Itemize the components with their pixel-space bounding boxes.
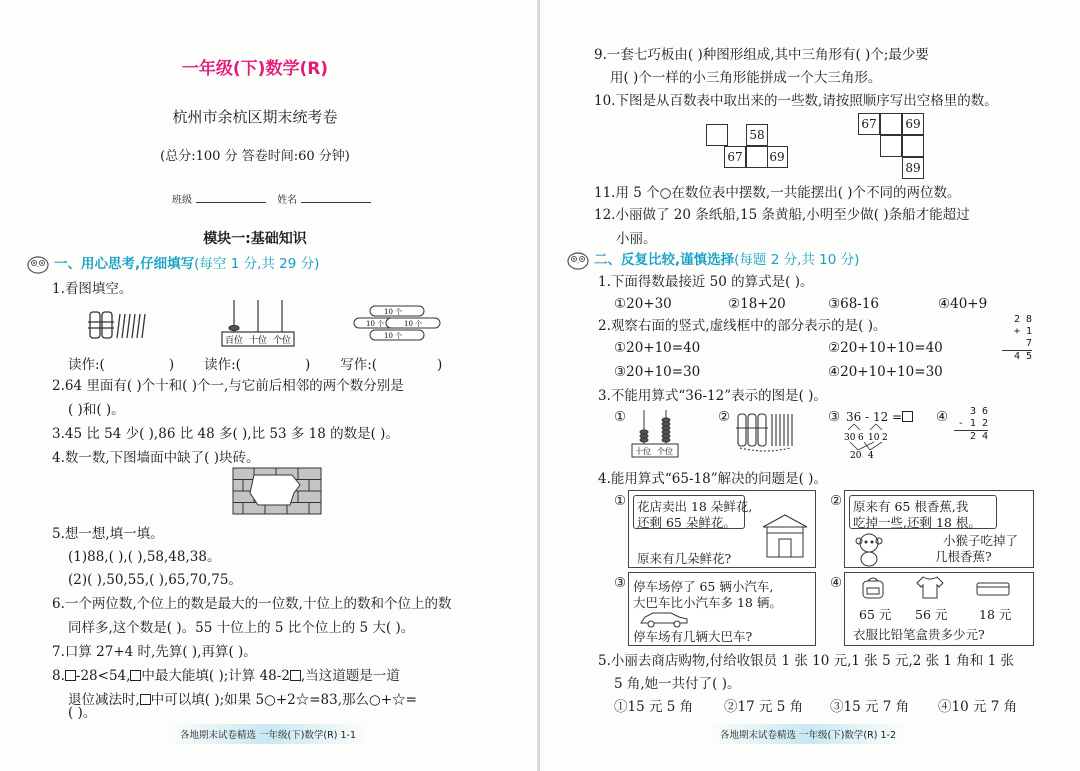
q1-text: 1.看图填空。 — [52, 281, 133, 297]
s2q4-mark-3[interactable]: ③ — [614, 575, 627, 591]
vertical-row-2: + 1 7 — [1002, 326, 1032, 351]
s2q4-mark-2[interactable]: ② — [830, 493, 843, 509]
s2q3-vert-row-2: - 1 2 — [954, 418, 988, 431]
q9-text-b: 用( )个一样的小三角形能拼成一个大三角形。 — [610, 70, 882, 86]
q12-text-a: 12.小丽做了 20 条纸船,15 条黄船,小明至少做( )条船才能超过 — [594, 207, 970, 223]
card-1-line-2: 还剩 65 朵鲜花。 — [637, 515, 736, 530]
flower-shop-icon — [761, 511, 809, 559]
s2q3-vert-row-3: 2 4 — [969, 431, 988, 442]
q8b-part-1: 退位减法时, — [68, 692, 140, 708]
split-2: 2 — [882, 433, 888, 443]
card-2-line-1: 原来有 65 根香蕉,我 — [853, 499, 969, 514]
s2q2-opt-4[interactable]: ④20+10+10=30 — [828, 364, 943, 380]
grid2-blank-2[interactable] — [880, 135, 902, 157]
write-open: 写作:( — [340, 357, 378, 373]
card-1-question: 原来有几朵鲜花? — [637, 551, 732, 566]
class-field[interactable] — [196, 202, 266, 203]
q8-part-2: -28<54, — [75, 668, 131, 684]
s2q3-expr-text: 36 - 12 = — [846, 410, 903, 424]
vertical-row-1: 2 8 — [1013, 314, 1032, 325]
s2q3-sticks — [736, 408, 802, 454]
s2q1-text: 1.下面得数最接近 50 的算式是( )。 — [598, 274, 814, 290]
name-field[interactable] — [301, 202, 371, 203]
card-4-price-3: 18 元 — [979, 607, 1012, 622]
read-2-open: 读作:( — [204, 357, 241, 373]
grid1-cell-67: 67 — [724, 146, 746, 168]
grid2-cell-89: 89 — [902, 157, 924, 179]
s2q5-text-b: 5 角,她一共付了( )。 — [614, 676, 741, 692]
q8-box-4[interactable] — [140, 694, 151, 705]
split-30: 30 — [844, 433, 856, 443]
q2-text-b: ( )和( )。 — [68, 402, 125, 418]
grid1-cell-69: 69 — [766, 146, 788, 168]
right-page — [540, 0, 1080, 771]
s2q2-opt-3[interactable]: ③20+10=30 — [614, 364, 701, 380]
q8-part-3: 中最大能填( );计算 48-2 — [141, 668, 290, 684]
q12-text-b: 小丽。 — [616, 231, 657, 247]
read-2-close: ) — [304, 357, 311, 373]
section-1-label: 一、用心思考,仔细填写 — [54, 256, 195, 272]
pencil-box-icon — [975, 579, 1011, 597]
q3-text: 3.45 比 54 少( ),86 比 48 多( ),比 53 多 18 的数是( )。 — [52, 426, 399, 442]
q7-text: 7.口算 27+4 时,先算( ),再算( )。 — [52, 644, 257, 660]
s2q4-mark-4[interactable]: ④ — [830, 575, 843, 591]
s2q3-abacus — [630, 406, 680, 458]
vertical-row-3: 4 5 — [1013, 351, 1032, 362]
name-label: 姓名 — [277, 195, 298, 206]
grid2-cell-67: 67 — [858, 113, 880, 135]
owl-icon — [566, 250, 590, 270]
abacus-label-tens: 十位 — [249, 336, 268, 346]
abacus-figure — [220, 296, 296, 348]
card-3-question: 停车场有几辆大巴车? — [633, 629, 753, 644]
monkey-icon — [851, 529, 889, 567]
s2q2-text: 2.观察右面的竖式,虚线框中的部分表示的是( )。 — [598, 318, 887, 334]
q5-part1: (1)88,( ),( ),58,48,38。 — [68, 549, 221, 565]
grid2-blank-3[interactable] — [902, 135, 924, 157]
vertical-addition — [1002, 314, 1032, 363]
q2-text-a: 2.64 里面有( )个十和( )个一,与它前后相邻的两个数分别是 — [52, 378, 404, 394]
owl-icon — [26, 254, 50, 274]
s2q1-opt-1[interactable]: ①20+30 — [614, 296, 672, 312]
split-10: 10 — [868, 433, 880, 443]
s2q3-vertical — [954, 406, 988, 443]
read-1-close: ) — [168, 357, 175, 373]
coin-label-2: 10 个 — [366, 320, 385, 328]
coin-label-3: 10 个 — [404, 320, 423, 328]
card-4-price-1: 65 元 — [859, 607, 892, 622]
abacus-label-hundreds: 百位 — [225, 336, 244, 346]
q6-text-b: 同样多,这个数是( )。55 十位上的 5 比个位上的 5 大( )。 — [68, 620, 415, 636]
s2q5-opt-1[interactable]: ①15 元 5 角 — [614, 699, 694, 715]
s2q4-text: 4.能用算式“65-18”解决的问题是( )。 — [598, 471, 827, 487]
q8-text-c: ( )。 — [68, 705, 97, 721]
s2q3-text: 3.不能用算式“36-12”表示的图是( )。 — [598, 388, 827, 404]
grid2-cell-69: 69 — [902, 113, 924, 135]
s2q1-opt-3[interactable]: ③68-16 — [828, 296, 880, 312]
s2q4-mark-1[interactable]: ① — [614, 493, 627, 509]
backpack-icon — [859, 575, 887, 599]
exam-subtitle: 杭州市余杭区期末统考卷 — [172, 108, 338, 126]
s2q5-text-a: 5.小丽去商店购物,付给收银员 1 张 10 元,1 张 5 元,2 张 1 角和 1 张 — [598, 653, 1014, 669]
exam-title: 一年级(下)数学(R) — [181, 59, 329, 79]
split-4: 4 — [868, 451, 874, 460]
card-3-line-2: 大巴车比小汽车多 18 辆。 — [633, 595, 782, 610]
section-2-heading — [566, 248, 859, 270]
read-1-open: 读作:( — [68, 357, 105, 373]
class-label: 班级 — [172, 195, 192, 206]
card-1-line-1: 花店卖出 18 朵鲜花, — [637, 499, 753, 514]
card-4-price-2: 56 元 — [915, 607, 948, 622]
s2q1-opt-2[interactable]: ②18+20 — [728, 296, 786, 312]
s2q5-opt-4[interactable]: ④10 元 7 角 — [938, 699, 1018, 715]
brick-wall-figure — [232, 467, 322, 515]
s2q1-opt-4[interactable]: ④40+9 — [938, 296, 988, 312]
abacus-label-ones: 个位 — [273, 336, 292, 346]
card-3[interactable] — [628, 572, 816, 646]
q8-box-1[interactable] — [65, 670, 76, 681]
q8-part-4: ,当这道题是一道 — [300, 668, 400, 684]
grid2-blank-1[interactable] — [880, 113, 902, 135]
section-2-label: 二、反复比较,谨慎选择 — [594, 252, 735, 268]
card-4[interactable] — [844, 572, 1034, 646]
split-20: 20 — [850, 451, 862, 460]
exam-meta: (总分:100 分 答卷时间:60 分钟) — [160, 149, 350, 164]
grid1-blank-3[interactable] — [746, 146, 768, 168]
s2q3-mark-4[interactable]: ④ — [936, 409, 949, 425]
s2q3-mark-2[interactable]: ② — [718, 409, 731, 425]
q9-text-a: 9.一套七巧板由( )种图形组成,其中三角形有( )个;最少要 — [594, 47, 929, 63]
s2q2-opt-2[interactable]: ②20+10+10=40 — [828, 340, 943, 356]
s2q3-mark-3[interactable]: ③ — [828, 409, 841, 425]
grid1-cell-58: 58 — [746, 124, 768, 146]
s2q3-abacus-ones: 个位 — [657, 447, 673, 456]
coin-label-4: 10 个 — [384, 332, 403, 340]
stick-bundles-figure — [88, 300, 152, 346]
module-heading: 模块一:基础知识 — [203, 231, 307, 247]
shirt-icon — [915, 575, 945, 599]
q4-text: 4.数一数,下图墙面中缺了( )块砖。 — [52, 450, 260, 466]
write-close: ) — [437, 357, 443, 373]
car-icon — [639, 609, 689, 629]
q11-text: 11.用 5 个○在数位表中摆数,一共能摆出( )个不同的两位数。 — [594, 185, 961, 201]
card-4-question: 衣服比铅笔盒贵多少元? — [853, 627, 985, 642]
coin-label-1: 10 个 — [384, 308, 403, 316]
card-3-line-1: 停车场停了 65 辆小汽车, — [633, 579, 774, 594]
q8b-part-2: 中可以填( );如果 5○+2☆=83,那么○+☆= — [150, 692, 417, 708]
q5-text: 5.想一想,填一填。 — [52, 526, 164, 542]
s2q3-vert-row-1: 3 6 — [969, 406, 988, 417]
q8-text-a — [52, 667, 400, 685]
section-1-heading — [26, 252, 319, 274]
card-2-question-2: 几根香蕉? — [935, 549, 992, 564]
left-footer: 各地期末试卷精选 一年级(下)数学(R) 1-1 — [168, 724, 368, 744]
s2q3-decomposition — [844, 424, 904, 460]
s2q3-expr-box[interactable] — [902, 411, 913, 422]
q8-num: 8. — [52, 668, 65, 684]
s2q3-mark-1[interactable]: ① — [614, 409, 627, 425]
s2q3-abacus-tens: 十位 — [635, 447, 651, 456]
q1-answers — [68, 356, 442, 374]
q8-text-b — [68, 691, 417, 709]
card-1[interactable] — [628, 490, 816, 568]
s2q2-opt-1[interactable]: ①20+10=40 — [614, 340, 701, 356]
s2q5-opt-2[interactable]: ②17 元 5 角 — [724, 699, 804, 715]
q8-box-2[interactable] — [130, 670, 141, 681]
q8-box-3[interactable] — [290, 670, 301, 681]
q5-part2: (2)( ),50,55,( ),65,70,75。 — [68, 572, 242, 588]
s2q5-opt-3[interactable]: ③15 元 7 角 — [830, 699, 910, 715]
grid1-blank-1[interactable] — [706, 124, 728, 146]
section-1-points: (每空 1 分,共 29 分) — [194, 256, 320, 272]
section-2-points: (每题 2 分,共 10 分) — [734, 252, 860, 268]
class-name-line — [172, 192, 379, 210]
card-2-line-2: 吃掉一些,还剩 18 根。 — [853, 515, 981, 530]
card-2[interactable] — [844, 490, 1034, 568]
card-2-question-1: 小猴子吃掉了 — [943, 533, 1019, 548]
right-footer: 各地期末试卷精选 一年级(下)数学(R) 1-2 — [708, 724, 908, 744]
split-6: 6 — [858, 433, 864, 443]
q6-text-a: 6.一个两位数,个位上的数是最大的一位数,十位上的数和个位上的数 — [52, 596, 452, 612]
coin-rolls-figure — [346, 304, 446, 344]
q10-text: 10.下图是从百数表中取出来的一些数,请按照顺序写出空格里的数。 — [594, 93, 998, 109]
